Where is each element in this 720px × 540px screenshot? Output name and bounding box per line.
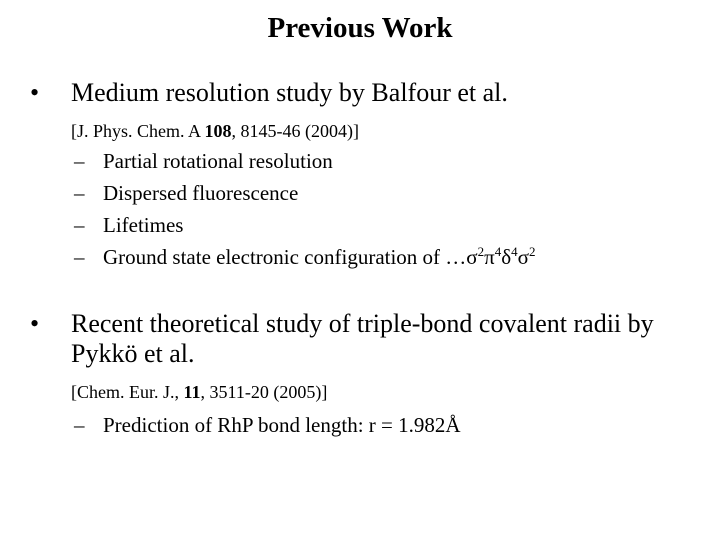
reference-balfour: [71, 120, 359, 142]
dash-marker: –: [74, 413, 85, 437]
bullet-balfour: [30, 78, 690, 108]
dash-marker: –: [74, 245, 85, 269]
bullet-pykko: [30, 309, 690, 369]
reference-prefix: [J. Phys. Chem. A: [71, 121, 205, 141]
dash-marker: –: [74, 149, 85, 173]
subitem-configuration: [74, 244, 535, 270]
reference-pykko: [71, 381, 327, 403]
subitem-fluorescence: [74, 180, 298, 206]
subitem-rotational: [74, 148, 333, 174]
reference-suffix: , 8145-46 (2004)]: [231, 121, 360, 141]
bullet-text: Recent theoretical study of triple-bond covalent radii by Pykkö et al.: [71, 309, 654, 368]
config-term-2: $\pi^4$: [484, 244, 502, 269]
bullet-text: Medium resolution study by Balfour et al.: [71, 78, 508, 107]
slide-title: Previous Work: [267, 12, 453, 44]
config-term-4: $\sigma^2$: [517, 244, 536, 269]
reference-volume: 108: [204, 121, 232, 141]
config-term-1: $\sigma^2$: [466, 244, 485, 269]
bullet-marker: •: [30, 78, 40, 107]
reference-prefix: [Chem. Eur. J.,: [71, 382, 184, 402]
subitem-text: Ground state electronic configuration of …: [103, 245, 467, 269]
subitem-text: Dispersed fluorescence: [103, 181, 299, 205]
reference-volume: 11: [183, 382, 201, 402]
config-term-3: $\delta^4$: [501, 244, 518, 269]
subitem-text: Lifetimes: [103, 213, 184, 237]
dash-marker: –: [74, 181, 85, 205]
dash-marker: –: [74, 213, 85, 237]
reference-suffix: , 3511-20 (2005)]: [200, 382, 328, 402]
subitem-text: Partial rotational resolution: [103, 149, 333, 173]
subitem-text: Prediction of RhP bond length: r = 1.982Å: [103, 413, 461, 437]
bullet-marker: •: [30, 309, 40, 338]
subitem-prediction: [74, 412, 461, 438]
subitem-lifetimes: [74, 212, 183, 238]
